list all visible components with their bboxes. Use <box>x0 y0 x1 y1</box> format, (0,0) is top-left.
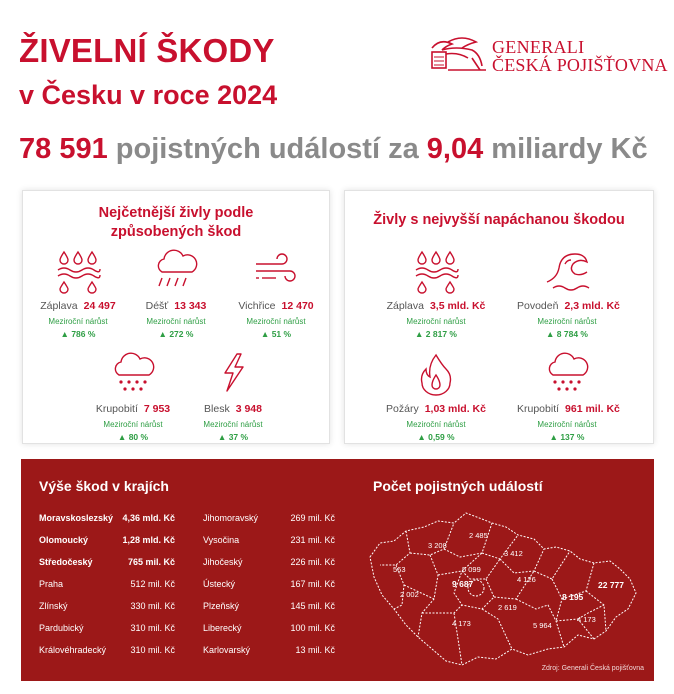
map-label-liberecky: 2 485 <box>469 531 488 540</box>
lightning-icon <box>209 351 257 397</box>
item-name: Záplava <box>386 300 424 312</box>
map-label-pardubicky: 4 126 <box>517 575 536 584</box>
growth-value: ▲ 786 % <box>60 329 96 339</box>
item-name: Záplava <box>40 300 78 312</box>
map-label-praha: 5 099 <box>462 565 481 574</box>
growth-label: Meziroční nárůst <box>537 420 597 429</box>
wind-icon <box>252 248 300 294</box>
item-name: Vichřice <box>238 300 276 312</box>
item-value: 24 497 <box>83 300 116 312</box>
growth-label: Meziroční nárůst <box>406 317 466 326</box>
item-value: 3 948 <box>235 403 262 415</box>
item-value: 7 953 <box>143 403 171 415</box>
map-label-kralovehradecky: 3 412 <box>504 549 523 558</box>
damage-title: Živly s nejvyšší napáchanou škodou <box>373 212 625 228</box>
regions-title: Výše škod v krajích <box>39 478 169 494</box>
item-name: Povodeň <box>517 300 559 312</box>
logo-line1: GENERALI <box>492 37 585 57</box>
top-damage-panel <box>344 190 654 444</box>
growth-value: ▲ 0,59 % <box>417 432 455 442</box>
frequent-title-line1: Nejčetnější živly podle <box>98 205 254 221</box>
headline <box>19 135 648 164</box>
map-label-stredocesky: 9 687 <box>452 579 474 589</box>
page-subtitle: v Česku v roce 2024 <box>19 80 278 110</box>
growth-label: Meziroční nárůst <box>246 317 306 326</box>
growth-value: ▲ 272 % <box>158 329 194 339</box>
map-label-ustecky: 3 208 <box>428 541 447 550</box>
growth-label: Meziroční nárůst <box>146 317 206 326</box>
hail-cloud-icon <box>543 351 591 397</box>
growth-value: ▲ 137 % <box>549 432 585 442</box>
map-label-jihocesky: 4 173 <box>452 619 471 628</box>
map-label-olomoucky: 8 195 <box>562 592 584 602</box>
item-value: 2,3 mld. Kč <box>564 300 620 312</box>
map-title: Počet pojistných událostí <box>373 478 543 494</box>
growth-value: ▲ 8 784 % <box>546 329 588 339</box>
item-name: Blesk <box>204 403 230 415</box>
growth-label: Meziroční nárůst <box>203 420 263 429</box>
growth-label: Meziroční nárůst <box>406 420 466 429</box>
logo-line2: ČESKÁ POJIŠŤOVNA <box>492 55 668 75</box>
headline-amount: 9,04 <box>426 133 484 165</box>
map-label-jihomoravsky: 5 964 <box>533 621 552 630</box>
lion-icon <box>428 36 490 74</box>
growth-label: Meziroční nárůst <box>103 420 163 429</box>
source-note: Zdroj: Generali Česká pojišťovna <box>541 665 644 672</box>
growth-value: ▲ 51 % <box>260 329 292 339</box>
flood-icon <box>412 248 460 294</box>
item-value: 12 470 <box>281 300 314 312</box>
item-name: Krupobití <box>517 403 560 415</box>
frequent-title-line2: způsobených škod <box>110 224 242 240</box>
map-label-karlovarsky: 563 <box>393 565 406 574</box>
hail-cloud-icon <box>109 351 157 397</box>
growth-label: Meziroční nárůst <box>537 317 597 326</box>
page-title: ŽIVELNÍ ŠKODY <box>19 32 275 69</box>
frequent-elements-panel <box>22 190 330 444</box>
map-label-moravskoslezsky: 22 777 <box>598 580 624 590</box>
growth-value: ▲ 2 817 % <box>415 329 457 339</box>
map-label-plzensky: 2 002 <box>400 590 419 599</box>
item-value: 3,5 mld. Kč <box>429 300 486 312</box>
map-label-zlinsky: 4 173 <box>577 615 596 624</box>
item-value: 961 mil. Kč <box>565 403 620 415</box>
generali-logo <box>428 36 668 76</box>
item-name: Krupobití <box>95 403 138 415</box>
headline-unit: miliardy Kč <box>491 133 648 165</box>
map-label-vysocina: 2 619 <box>498 603 517 612</box>
item-value: 13 343 <box>174 300 207 312</box>
headline-mid: pojistných událostí za <box>115 133 419 165</box>
regions-section: Výše škod v krajích Počet pojistných událostí Moravskoslezský 4,36 mld. Kč Olomoucký 1,28 mld. Kč Středočeský 765 mil. Kč Praha 512 mil. Kč Zlínský 330 mil. Kč Pardubický 310 mil. Kč Královéhradecký 310 mil. Kč Jihomoravský 269 mil. Kč Vysočina 231 mil. Kč Jihočeský 226 mil. Kč Ústecký 167 mil. Kč Plzeňský 145 mil. Kč Liberecký 100 mil. Kč Karlovarský 13 mil. Kč 563 3 208 2 485 3 412 5 099 9 687 4 126 2 002 2 619 4 173 5 964 8 195 22 777 4 173 Zdroj: Generali Česká pojišťovna <box>21 459 654 681</box>
flood-icon <box>54 248 102 294</box>
growth-value: ▲ 80 % <box>117 432 149 442</box>
growth-label: Meziroční nárůst <box>48 317 108 326</box>
headline-count: 78 591 <box>19 133 108 165</box>
rain-cloud-icon <box>152 248 200 294</box>
item-value: 1,03 mld. Kč <box>424 403 486 415</box>
wave-icon <box>543 248 591 294</box>
item-name: Požáry <box>386 403 419 415</box>
growth-value: ▲ 37 % <box>217 432 249 442</box>
item-name: Déšť <box>145 300 169 312</box>
fire-icon <box>412 351 460 397</box>
